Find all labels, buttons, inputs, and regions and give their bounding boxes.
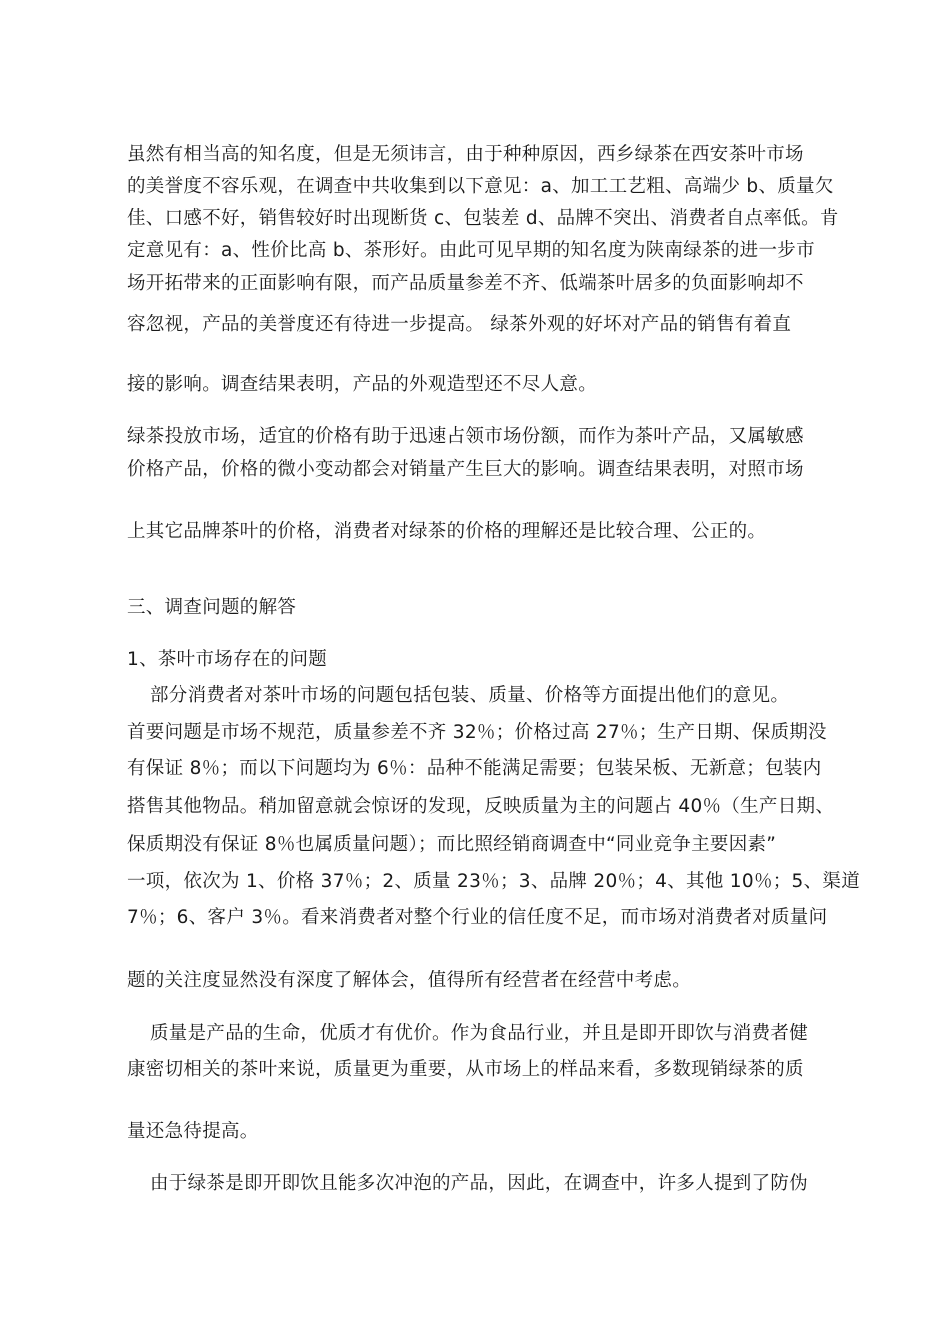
text-line: 场开拓带来的正面影响有限，而产品质量参差不齐、低端茶叶居多的负面影响却不 <box>127 273 804 294</box>
text-line: 容忽视，产品的美誉度还有待进一步提高。 绿茶外观的好坏对产品的销售有着直 <box>127 314 792 335</box>
text-line: 搭售其他物品。稍加留意就会惊讶的发现，反映质量为主的问题占 40％（生产日期、 <box>127 796 835 817</box>
text-line: 定意见有：a、性价比高 b、茶形好。由此可见早期的知名度为陕南绿茶的进一步市 <box>127 240 815 261</box>
text-line: 绿茶投放市场，适宜的价格有助于迅速占领市场份额，而作为茶叶产品，又属敏感 <box>127 426 804 447</box>
text-line: 量还急待提高。 <box>127 1121 259 1142</box>
text-line: 虽然有相当高的知名度，但是无须讳言，由于种种原因，西乡绿茶在西安茶叶市场 <box>127 144 804 165</box>
subsection-heading: 1、茶叶市场存在的问题 <box>127 649 328 670</box>
text-line: 题的关注度显然没有深度了解体会，值得所有经营者在经营中考虑。 <box>127 970 692 991</box>
text-line: 7％；6、客户 3％。看来消费者对整个行业的信任度不足，而市场对消费者对质量问 <box>127 907 828 928</box>
text-line: 保质期没有保证 8％也属质量问题）；而比照经销商调查中“同业竞争主要因素” <box>127 834 777 855</box>
text-line: 上其它品牌茶叶的价格，消费者对绿茶的价格的理解还是比较合理、公正的。 <box>127 521 767 542</box>
section-heading: 三、调查问题的解答 <box>127 597 297 618</box>
text-line: 一项，依次为 1、价格 37％；2、质量 23％；3、品牌 20％；4、其他 10％；5、渠道 <box>127 871 861 892</box>
text-line: 的美誉度不容乐观，在调查中共收集到以下意见：a、加工工艺粗、高端少 b、质量欠 <box>127 176 834 197</box>
text-line: 价格产品，价格的微小变动都会对销量产生巨大的影响。调查结果表明，对照市场 <box>127 459 804 480</box>
text-line: 部分消费者对茶叶市场的问题包括包装、质量、价格等方面提出他们的意见。 <box>150 685 790 706</box>
text-line: 佳、口感不好，销售较好时出现断货 c、包装差 d、品牌不突出、消费者自点率低。肯 <box>127 208 839 229</box>
text-line: 有保证 8％；而以下问题均为 6％：品种不能满足需要；包装呆板、无新意；包装内 <box>127 758 822 779</box>
text-line: 首要问题是市场不规范，质量参差不齐 32％；价格过高 27％；生产日期、保质期没 <box>127 722 827 743</box>
text-line: 质量是产品的生命，优质才有优价。作为食品行业，并且是即开即饮与消费者健 <box>150 1023 809 1044</box>
text-line: 由于绿茶是即开即饮且能多次冲泡的产品，因此，在调查中，许多人提到了防伪 <box>150 1173 809 1194</box>
text-line: 康密切相关的茶叶来说，质量更为重要，从市场上的样品来看，多数现销绿茶的质 <box>127 1059 804 1080</box>
text-line: 接的影响。调查结果表明，产品的外观造型还不尽人意。 <box>127 374 598 395</box>
